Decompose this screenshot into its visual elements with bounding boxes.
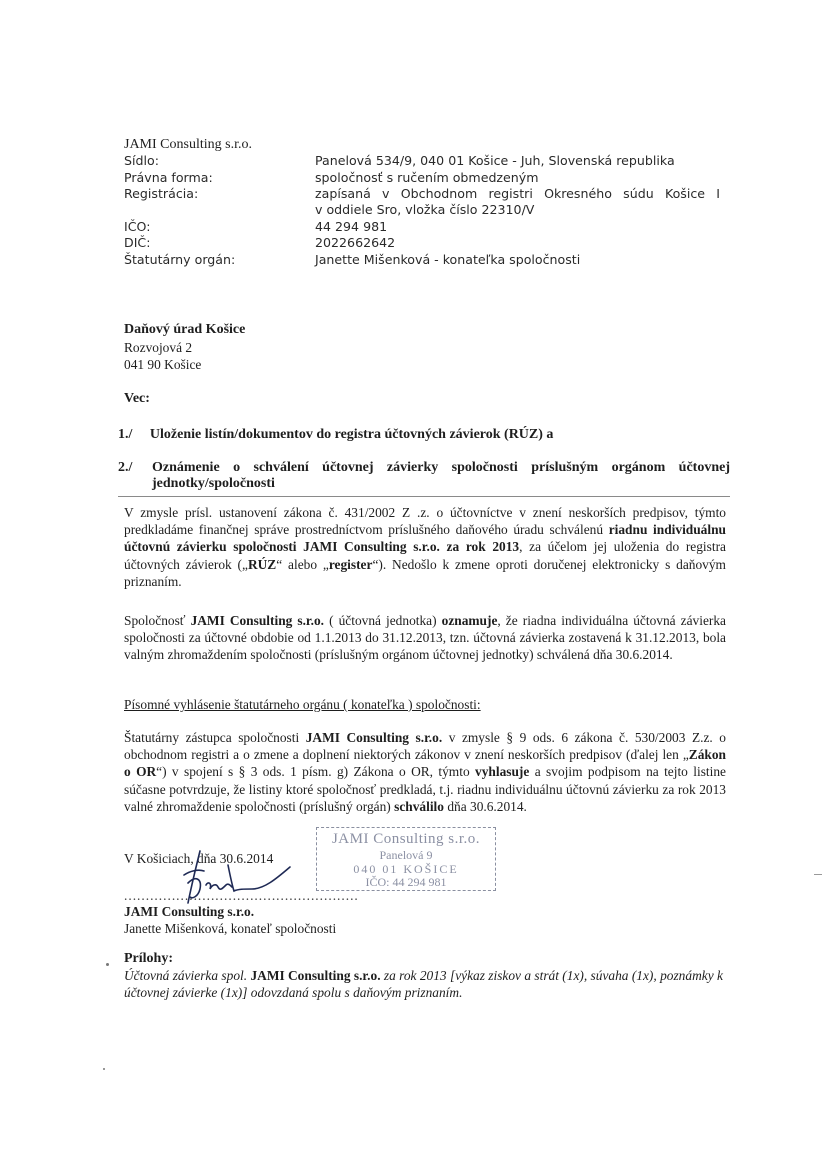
label-dic: DIČ: xyxy=(124,235,151,250)
p3-text-a: Štatutárny zástupca spoločnosti xyxy=(124,730,306,745)
p1-text-bold: riadnu individuálnu účtovnú závierku spoločnosti JAMI Consulting s.r.o. za rok 2013 xyxy=(124,522,726,555)
attach-text-a: Účtovná závierka spol. xyxy=(124,968,251,983)
subject-item-2 xyxy=(118,460,730,492)
p1-register: register xyxy=(328,556,373,572)
p2-text-c: ( účtovná jednotka) xyxy=(324,613,442,628)
value-sidlo: Panelová 534/9, 040 01 Košice - Juh, Slovenská republika xyxy=(315,153,675,168)
label-ico: IČO: xyxy=(124,219,151,234)
sender-company-name: JAMI Consulting s.r.o. xyxy=(124,137,252,152)
attach-text-c: za rok 2013 [výkaz ziskov a strát (1x), súvaha (1x), poznámky k účtovnej závierke (1x)] odovzdaná spolu s daňovým priznaním. xyxy=(124,968,723,1000)
scan-speck xyxy=(106,963,109,966)
attachments-text xyxy=(124,967,728,1001)
p3-text-g: a svojim podpisom na tejto listine súčasne potvrdzuje, že listiny ktoré spoločnosť predkladá, t.j. riadnu individuálnu účtovnú závierku za rok 2013 valné zhromaždenie spoločnosti (príslušný orgán) xyxy=(124,764,726,814)
paragraph-declaration xyxy=(124,729,726,815)
p3-zakon: Zákon o OR xyxy=(124,747,726,780)
p2-company: JAMI Consulting s.r.o. xyxy=(190,613,325,628)
p3-schvalilo: schválilo xyxy=(394,798,444,814)
recipient-street: Rozvojová 2 xyxy=(124,340,193,355)
signature-company: JAMI Consulting s.r.o. xyxy=(124,904,255,919)
value-pravna-forma: spoločnosť s ručením obmedzeným xyxy=(315,170,539,185)
subject-item-1 xyxy=(118,427,553,443)
declaration-heading: Písomné vyhlásenie štatutárneho orgánu ( konateľka ) spoločnosti: xyxy=(124,697,481,712)
recipient-city: 041 90 Košice xyxy=(124,357,202,372)
scan-mark xyxy=(814,874,822,875)
p2-oznamuje: oznamuje xyxy=(441,613,498,628)
attach-company: JAMI Consulting s.r.o. xyxy=(250,968,381,983)
attachments-heading: Prílohy: xyxy=(124,951,173,966)
stamp-line-street: Panelová 9 xyxy=(379,848,433,862)
signature-dotted-line: ...................................................... xyxy=(124,888,359,903)
p3-text-c: v zmysle § 9 ods. 6 zákona č. 530/2003 Z.z. o obchodnom registri a o zmene a doplnení niektorých zákonov v znení neskorších predpisov (ďalej len „ xyxy=(124,730,726,763)
subject-item-2-text: Oznámenie o schválení účtovnej závierky spoločnosti príslušným orgánom účtovnej jednotky/spoločnosti xyxy=(152,460,730,491)
recipient-name: Daňový úrad Košice xyxy=(124,322,246,337)
label-sidlo: Sídlo: xyxy=(124,153,159,168)
subject-item-1-number: 1./ xyxy=(118,427,133,442)
label-registracia: Registrácia: xyxy=(124,186,199,201)
value-dic: 2022662642 xyxy=(315,235,396,250)
subject-label: Vec: xyxy=(124,391,150,406)
p3-vyhlasuje: vyhlasuje xyxy=(475,764,530,780)
p1-text-e: “ alebo „ xyxy=(276,556,329,572)
p2-text-e: , že riadna individuálna účtovná závierka spoločnosti za účtovné obdobie od 1.1.2013 do 31.12.2013, tzn. účtovná závierka zostavená k 31.12.2013, bola valným zhromaždením spoločnosti (príslušným orgánom účtovnej jednotky) schválená dňa 30.6.2014. xyxy=(124,613,726,663)
signature-name: Janette Mišenková, konateľ spoločnosti xyxy=(124,921,337,936)
value-registracia: zapísaná v Obchodnom registri Okresného súdu Košice I xyxy=(315,186,720,201)
company-stamp xyxy=(316,827,496,891)
stamp-line-city: 040 01 KOŠICE xyxy=(353,862,459,876)
label-statutarny-organ: Štatutárny orgán: xyxy=(124,252,236,267)
paragraph-announcement xyxy=(124,612,726,664)
paragraph-submission xyxy=(124,504,726,590)
p2-text-a: Spoločnosť xyxy=(124,613,191,628)
p3-text-e: “) v spojení s § 3 ods. 1 písm. g) Zákona o OR, týmto xyxy=(156,764,476,780)
subject-item-1-text: Uloženie listín/dokumentov do registra účtovných závierok (RÚZ) a xyxy=(149,427,554,442)
stamp-line-ico: IČO: 44 294 981 xyxy=(365,875,447,889)
p1-text-g: “). Nedošlo k zmene oproti doručenej elektronicky s daňovým priznaním. xyxy=(124,556,726,589)
divider-line xyxy=(118,496,730,497)
subject-item-2-number: 2./ xyxy=(118,460,133,475)
label-pravna-forma: Právna forma: xyxy=(124,170,213,185)
scan-speck xyxy=(103,1068,105,1070)
place-and-date: V Košiciach, dňa 30.6.2014 xyxy=(124,851,274,866)
p1-text-a: V zmysle prísl. ustanovení zákona č. 431/2002 Z .z. o účtovníctve v znení neskorších predpisov, týmto predkladáme finančnej správe prostredníctvom príslušného daňového úradu schválenú xyxy=(124,505,726,538)
stamp-line-company: JAMI Consulting s.r.o. xyxy=(331,831,481,847)
p3-text-i: dňa 30.6.2014. xyxy=(443,798,527,814)
value-statutarny-organ: Janette Mišenková - konateľka spoločnosti xyxy=(315,252,581,267)
value-ico: 44 294 981 xyxy=(315,219,388,234)
p1-text-c: , za účelom jej uloženia do registra účtovných závierok („ xyxy=(124,539,726,572)
p3-company: JAMI Consulting s.r.o. xyxy=(305,730,443,745)
value-registracia-line2: v oddiele Sro, vložka číslo 22310/V xyxy=(315,202,535,217)
p1-ruz: RÚZ xyxy=(247,556,277,572)
